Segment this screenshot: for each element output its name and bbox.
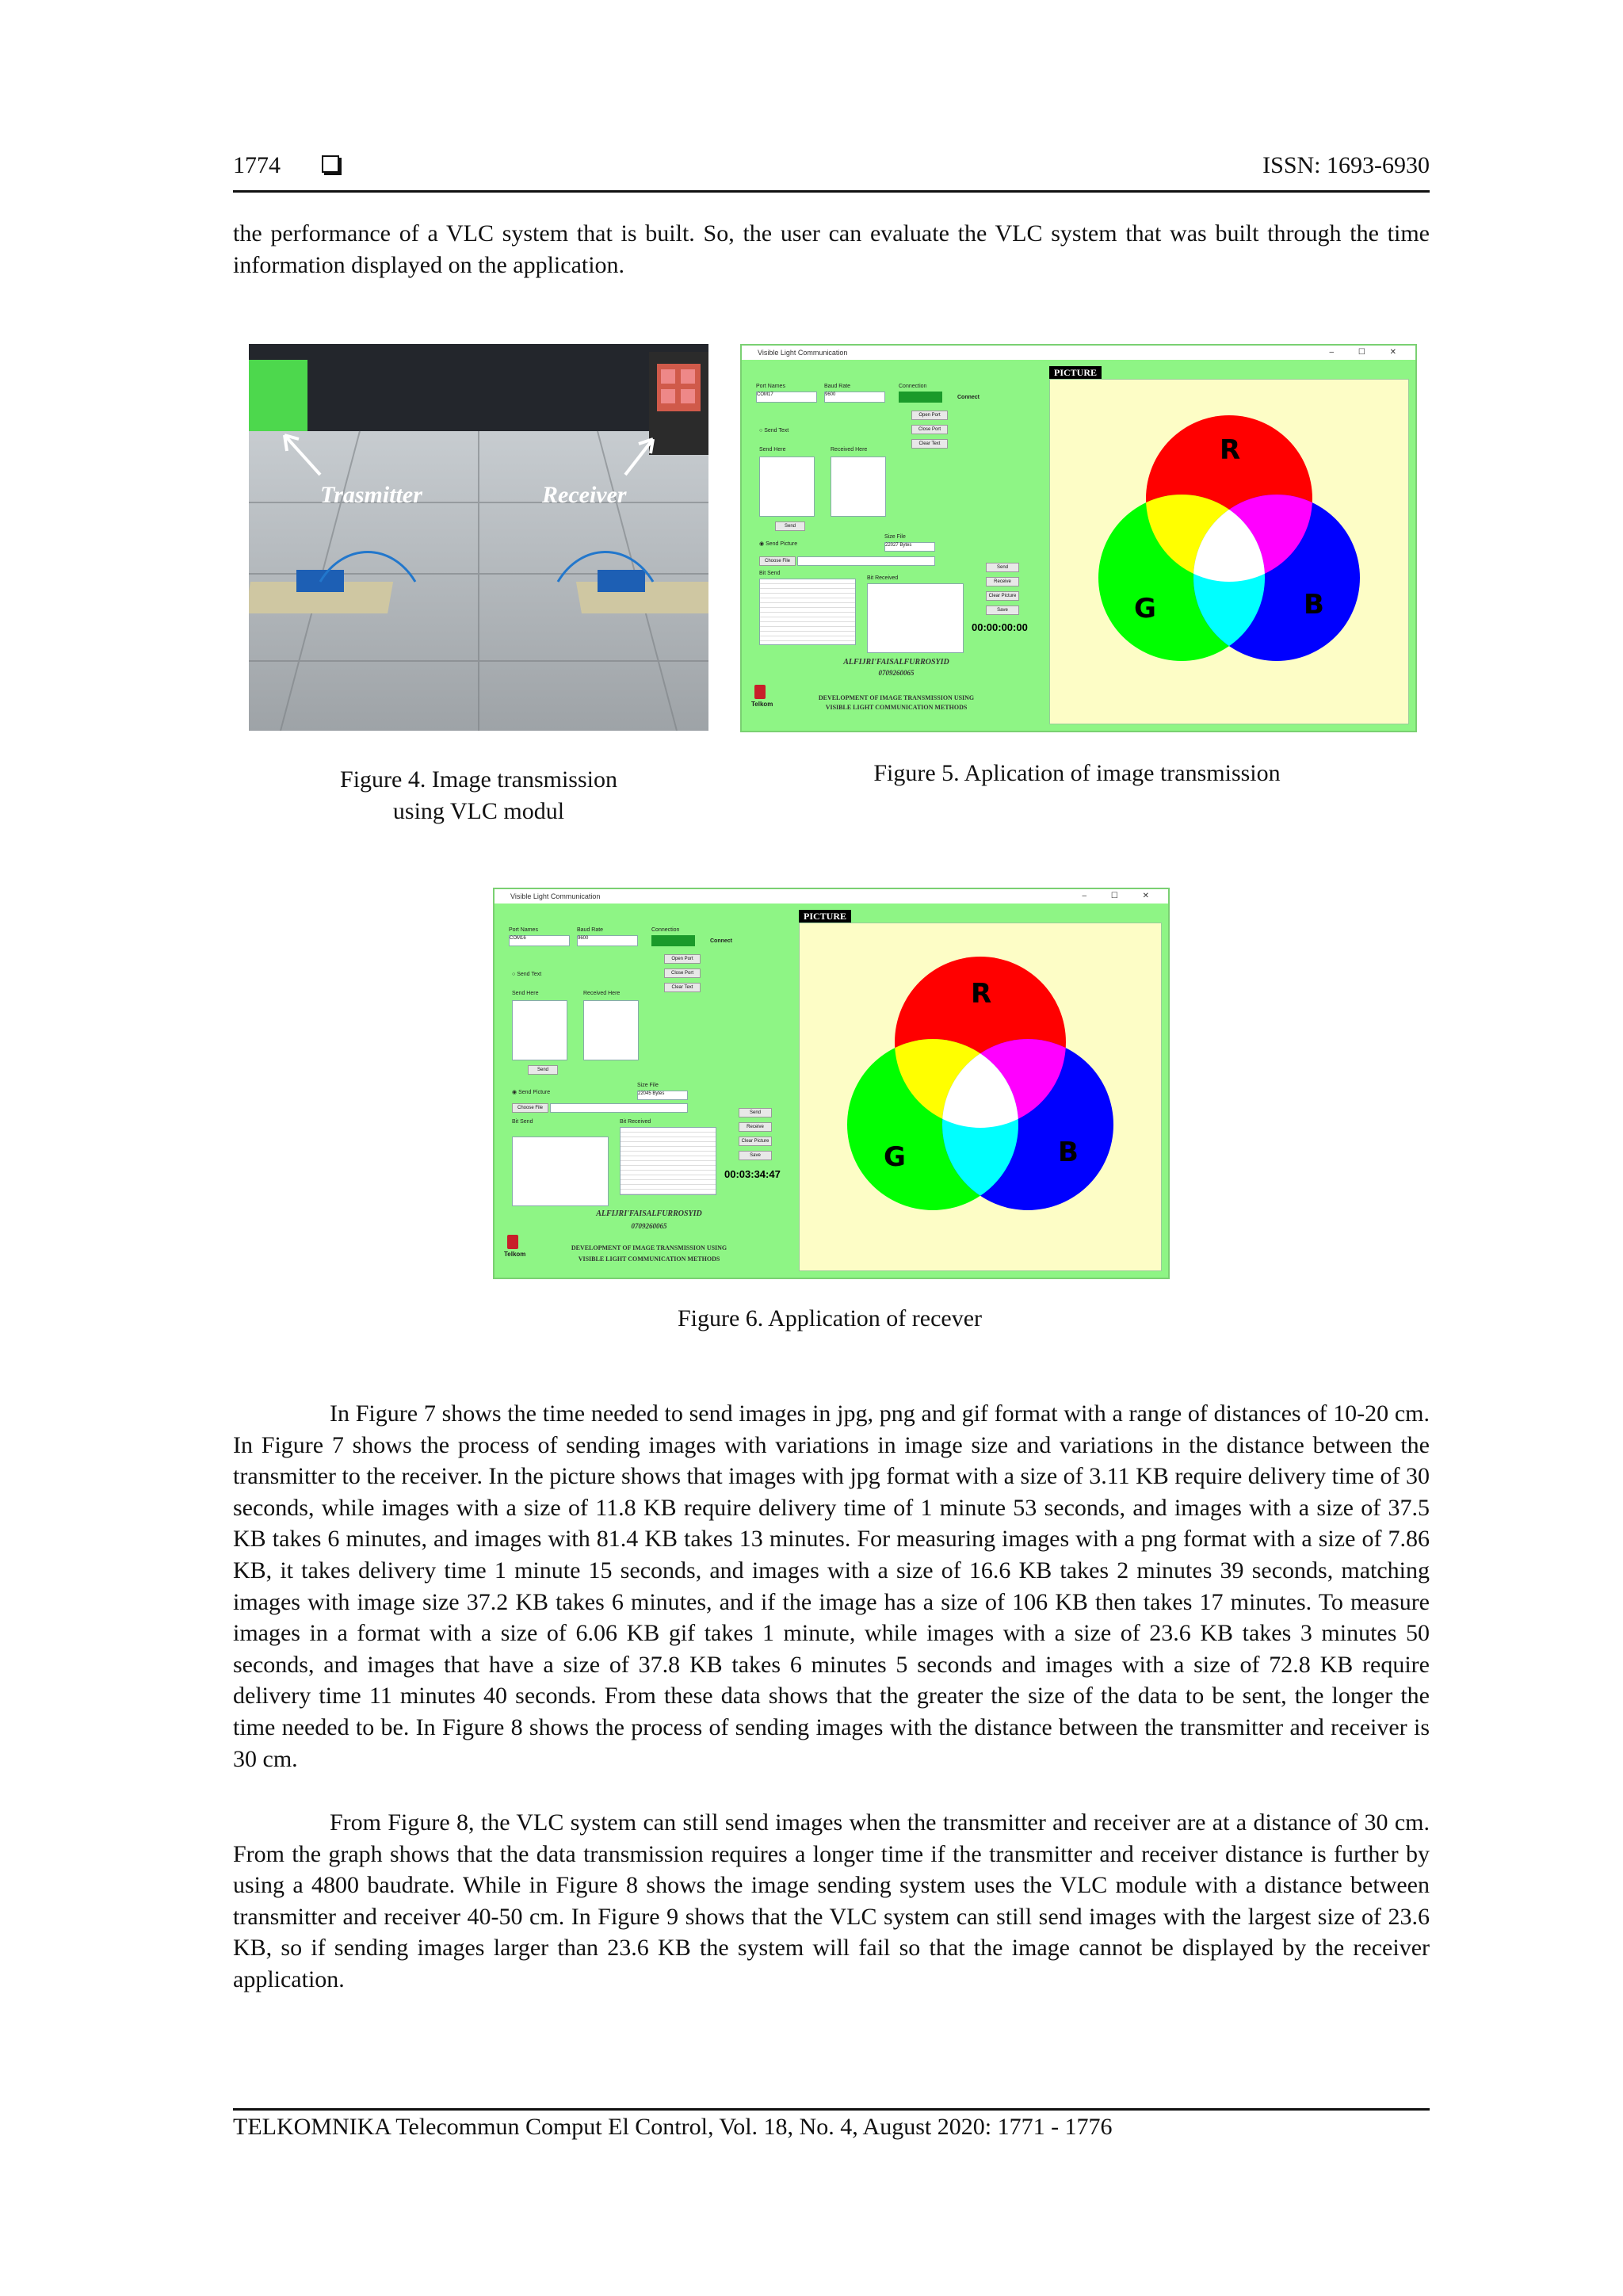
port-names-label: Port Names: [756, 384, 785, 389]
figure4-photo: [249, 344, 708, 731]
receiver-label: Receiver: [542, 482, 627, 508]
send-picture-radio[interactable]: ◉ Send Picture: [759, 541, 798, 547]
send-picture-button[interactable]: Send: [739, 1108, 772, 1117]
author-id: 0709260065: [631, 1222, 667, 1230]
connection-label: Connection: [899, 384, 927, 389]
picture-panel: [799, 923, 1162, 1271]
clear-text-button[interactable]: Clear Text: [911, 439, 948, 449]
footer-citation: TELKOMNIKA Telecommun Comput El Control, Vol. 18, No. 4, August 2020: 1771 - 1776: [233, 2114, 1113, 2140]
send-here-label: Send Here: [759, 447, 786, 453]
intro-paragraph: the performance of a VLC system that is built. So, the user can evaluate the VLC system that was built through the time information displayed on the application.: [233, 220, 1430, 278]
received-here-label: Received Here: [583, 991, 621, 996]
figure5-app-window: [740, 344, 1417, 732]
open-port-button[interactable]: Open Port: [664, 954, 701, 964]
bit-send-label: Bit Send: [512, 1119, 533, 1125]
baud-rate-label: Baud Rate: [824, 384, 851, 389]
connect-label: Connect: [710, 938, 732, 944]
header-rule: [233, 190, 1430, 193]
telkom-logo-icon: [754, 685, 766, 699]
author-id: 0709260065: [878, 669, 915, 677]
save-button[interactable]: Save: [986, 606, 1019, 615]
port-names-label: Port Names: [509, 927, 538, 933]
clear-picture-button[interactable]: Clear Picture: [739, 1137, 772, 1146]
send-text-radio[interactable]: ○ Send Text: [512, 972, 542, 977]
footer-rule: [233, 2108, 1430, 2111]
open-port-button[interactable]: Open Port: [911, 411, 948, 420]
close-port-button[interactable]: Close Port: [911, 425, 948, 434]
b-label: B: [1304, 589, 1324, 621]
clear-text-button[interactable]: Clear Text: [664, 983, 701, 992]
file-path-field[interactable]: [797, 556, 935, 566]
send-here-box[interactable]: [759, 457, 815, 517]
b-label: B: [1058, 1137, 1079, 1168]
rgb-venn-diagram: [800, 923, 1161, 1270]
project-title-1: DEVELOPMENT OF IMAGE TRANSMISSION USING: [571, 1244, 727, 1251]
page-number: 1774: [233, 152, 281, 178]
author-name: ALFIJRI'FAISALFURROSYID: [843, 658, 949, 667]
telkom-logo-text: Telkom: [751, 701, 773, 708]
size-file-field: 22027 Bytes: [884, 542, 935, 552]
received-here-box: [831, 457, 886, 517]
clear-picture-button[interactable]: Clear Picture: [986, 591, 1019, 601]
file-path-field[interactable]: [550, 1103, 688, 1113]
close-port-button[interactable]: Close Port: [664, 968, 701, 978]
timer: 00:00:00:00: [972, 621, 1028, 633]
transmitter-label: Trasmitter: [320, 482, 422, 508]
body-paragraph-1: In Figure 7 shows the time needed to send images in jpg, png and gif format with a range of distances of 10-20 cm. In Figure 7 shows the process of sending images with variations in image size and variations in the distance between the transmitter to the receiver. In the picture shows that images with jpg format with a size of 3.11 KB require delivery time of 30 seconds, while images with a size of 11.8 KB require delivery time of 1 minute 53 seconds, and images with a size of 37.5 KB takes 6 minutes, and images with 81.4 KB takes 13 minutes. For measuring images with a png format with a size of 7.86 KB, it takes delivery time 1 minute 15 seconds, and images with a size of 16.6 KB takes 2 minutes 39 seconds, matching images with image size 37.2 KB takes 6 minutes, and if the image has a size of 106 KB then takes 17 minutes. To measure images in a format with a size of 6.06 KB gif takes 1 minute, while images with a size of 23.6 KB takes 3 minutes 50 seconds, and images that have a size of 37.8 KB takes 6 minutes 5 seconds and images with a size of 72.8 KB require delivery time 11 minutes 40 seconds. From these data shows that the greater the size of the data to be sent, the longer the time needed to be. In Figure 8 shows the process of sending images with the distance between the transmitter and receiver is 30 cm.: [233, 1400, 1430, 1772]
bit-received-box: [620, 1127, 716, 1195]
telkom-logo-icon: [507, 1235, 518, 1249]
project-title-2: VISIBLE LIGHT COMMUNICATION METHODS: [825, 704, 968, 711]
connection-indicator: [651, 935, 695, 946]
send-text-button[interactable]: Send: [775, 521, 805, 531]
r-label: R: [971, 978, 992, 1010]
send-picture-radio[interactable]: ◉ Send Picture: [512, 1090, 551, 1095]
figure5-caption: Figure 5. Aplication of image transmission: [873, 760, 1281, 786]
save-button[interactable]: Save: [739, 1151, 772, 1160]
choose-file-button[interactable]: Choose File: [512, 1103, 548, 1113]
project-title-2: VISIBLE LIGHT COMMUNICATION METHODS: [578, 1255, 720, 1263]
body-paragraph-2: From Figure 8, the VLC system can still send images when the transmitter and receiver are at a distance of 30 cm. From the graph shows that the data transmission requires a longer time if the transmitter and receiver distance is further by using a 4800 baudrate. While in Figure 8 shows the image sending system uses the VLC module with a distance between transmitter and receiver 40-50 cm. In Figure 9 shows that the VLC system can still send images with the largest size of 23.6 KB, so if sending images larger than 23.6 KB the system will fail so that the image cannot be displayed by the receiver application.: [233, 1809, 1430, 1992]
telkom-logo-text: Telkom: [504, 1251, 526, 1258]
size-file-label: Size File: [884, 534, 906, 540]
window-title: Visible Light Communication: [758, 349, 848, 357]
port-select[interactable]: COM16: [509, 935, 570, 946]
send-text-button[interactable]: Send: [528, 1065, 558, 1075]
send-here-box[interactable]: [512, 1000, 567, 1060]
g-label: G: [1134, 593, 1156, 625]
timer: 00:03:34:47: [724, 1168, 781, 1180]
figure6-app-window: [493, 888, 1170, 1279]
issn: ISSN: 1693-6930: [1262, 152, 1430, 178]
r-label: R: [1220, 434, 1241, 466]
figure4-scene: [249, 344, 708, 731]
square-icon: [322, 155, 339, 173]
send-picture-button[interactable]: Send: [986, 563, 1019, 572]
bit-received-label: Bit Received: [867, 575, 899, 581]
baud-select[interactable]: 9600: [577, 935, 638, 946]
connect-label: Connect: [957, 395, 980, 400]
figure6-caption: Figure 6. Application of recever: [677, 1305, 983, 1331]
window-controls[interactable]: – ☐ ✕: [1082, 892, 1160, 900]
baud-rate-label: Baud Rate: [577, 927, 604, 933]
bit-send-label: Bit Send: [759, 571, 781, 576]
g-label: G: [884, 1141, 906, 1173]
receive-button[interactable]: Receive: [739, 1122, 772, 1132]
bit-received-box: [867, 583, 964, 653]
send-here-label: Send Here: [512, 991, 539, 996]
bit-received-label: Bit Received: [620, 1119, 651, 1125]
receive-button[interactable]: Receive: [986, 577, 1019, 586]
window-controls[interactable]: – ☐ ✕: [1329, 348, 1407, 357]
window-titlebar: [742, 346, 1415, 360]
author-name: ALFIJRI'FAISALFURROSYID: [596, 1209, 702, 1218]
window-titlebar: [495, 889, 1168, 904]
project-title-1: DEVELOPMENT OF IMAGE TRANSMISSION USING: [818, 694, 975, 701]
port-select[interactable]: COM17: [756, 392, 817, 403]
bit-send-box: [759, 579, 856, 645]
figure4-caption: Figure 4. Image transmission using VLC modul: [340, 766, 617, 824]
baud-select[interactable]: 9600: [824, 392, 885, 403]
bit-send-box: [512, 1137, 609, 1206]
window-title: Visible Light Communication: [510, 892, 601, 900]
connection-label: Connection: [651, 927, 680, 933]
size-file-field: 22045 Bytes: [637, 1091, 688, 1100]
connection-indicator: [899, 392, 942, 403]
send-text-radio[interactable]: ○ Send Text: [759, 428, 789, 434]
received-here-label: Received Here: [831, 447, 868, 453]
size-file-label: Size File: [637, 1083, 659, 1088]
picture-title: PICTURE: [799, 910, 851, 923]
rgb-venn-diagram: [1050, 380, 1408, 724]
picture-title: PICTURE: [1049, 366, 1102, 379]
picture-panel: [1049, 379, 1409, 724]
received-here-box: [583, 1000, 639, 1060]
choose-file-button[interactable]: Choose File: [759, 556, 796, 566]
